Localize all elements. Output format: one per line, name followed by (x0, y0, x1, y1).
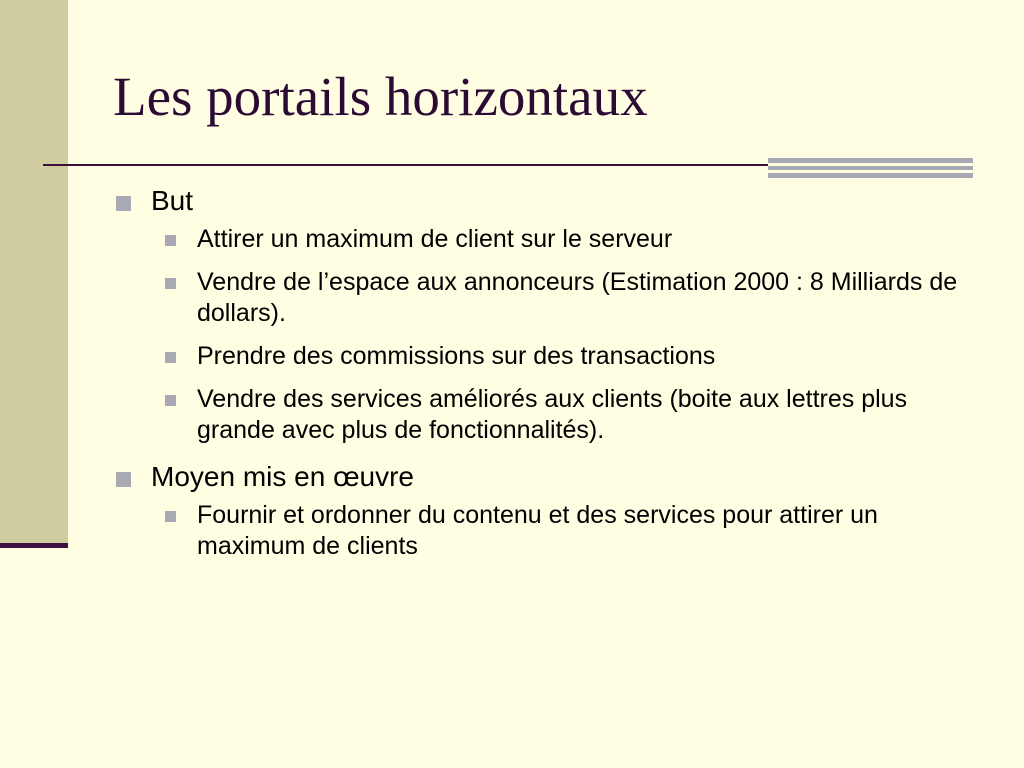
bullet-level2 (160, 384, 973, 446)
slide-content (113, 184, 973, 576)
bullet-text: Vendre de l’espace aux annonceurs (Estimation 2000 : 8 Milliards de dollars). (197, 268, 958, 327)
small-square-bullet-icon (165, 235, 176, 246)
bullet-text: Attirer un maximum de client sur le serveur (197, 225, 673, 253)
decorative-stripe (768, 166, 973, 170)
small-square-bullet-icon (165, 278, 176, 289)
slide-title: Les portails horizontaux (113, 66, 648, 127)
small-square-bullet-icon (165, 395, 176, 406)
bullet-text: Prendre des commissions sur des transactions (197, 342, 716, 370)
bullet-level2 (160, 267, 973, 329)
decorative-stripe (768, 173, 973, 178)
decorative-stripe (768, 158, 973, 163)
square-bullet-icon (116, 472, 131, 487)
small-square-bullet-icon (165, 511, 176, 522)
sub-bullet-list (113, 224, 973, 446)
section-moyen (113, 460, 973, 562)
sub-bullet-list (113, 500, 973, 562)
bullet-text: Vendre des services améliorés aux clients (boite aux lettres plus grande avec plus de fonctionnalités). (197, 385, 908, 444)
left-band-rule (0, 543, 68, 548)
bullet-level2 (160, 500, 973, 562)
small-square-bullet-icon (165, 352, 176, 363)
title-divider (43, 164, 768, 166)
bullet-level1 (113, 460, 973, 494)
bullet-level1 (113, 184, 973, 218)
bullet-level2 (160, 341, 973, 372)
section-but (113, 184, 973, 446)
section-heading: Moyen mis en œuvre (151, 461, 414, 492)
bullet-text: Fournir et ordonner du contenu et des services pour attirer un maximum de clients (197, 501, 878, 560)
section-heading: But (151, 185, 194, 216)
bullet-level2 (160, 224, 973, 255)
square-bullet-icon (116, 196, 131, 211)
left-accent-band (0, 0, 68, 545)
